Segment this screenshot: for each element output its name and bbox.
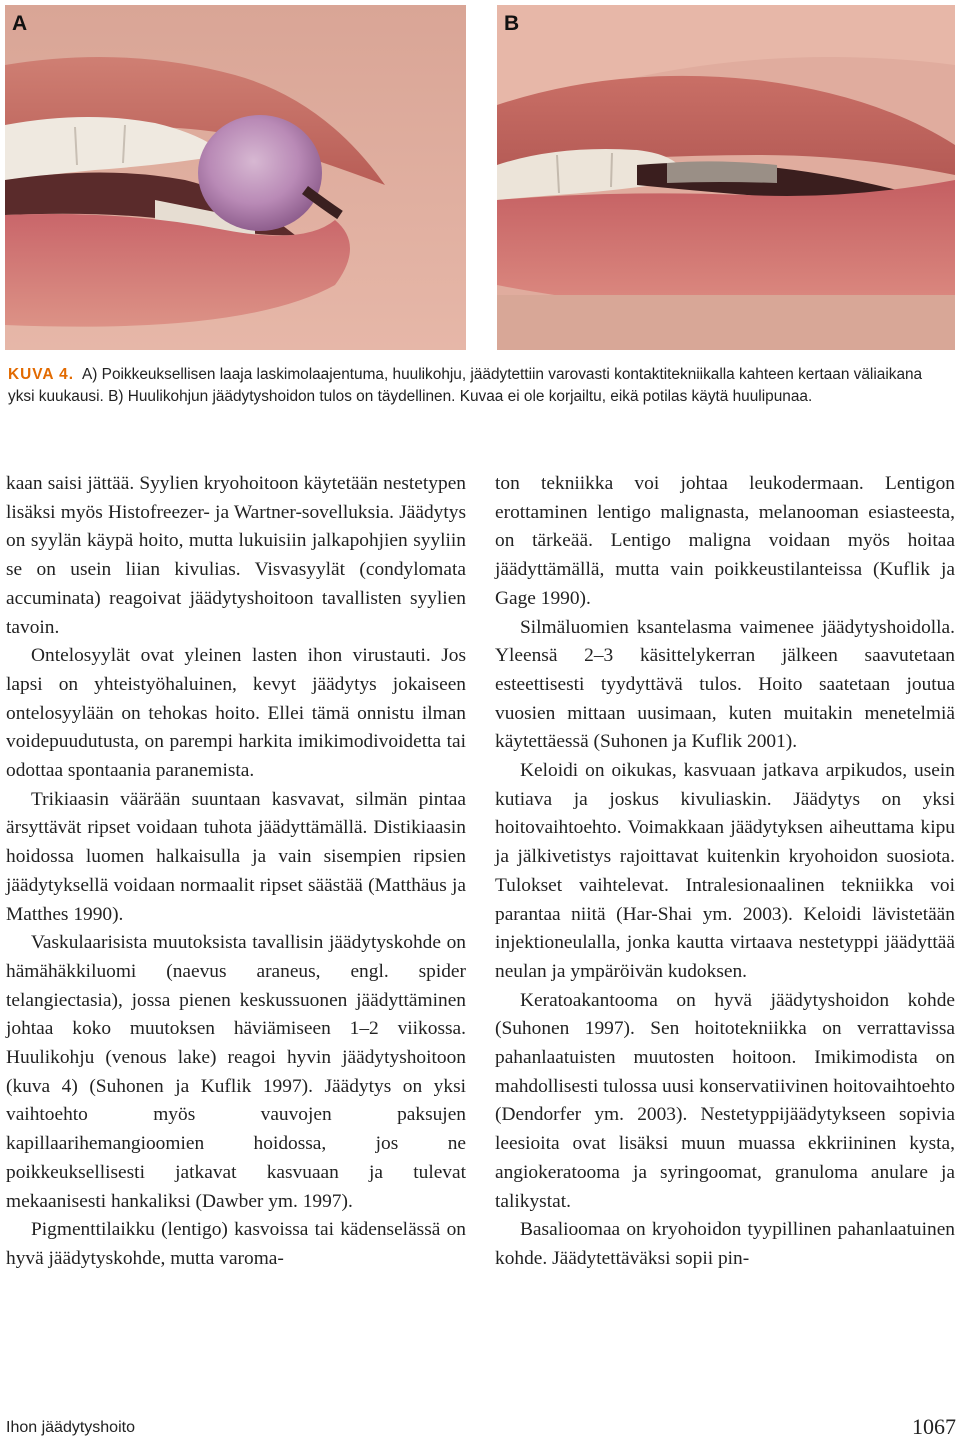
photo-a	[5, 5, 466, 350]
paragraph: Ontelosyylät ovat yleinen lasten ihon virustauti. Jos lapsi on yhteistyöhaluinen, kevyt jäädytys jokaiseen ontelosyylään on tehokas hoito. Ellei tämä onnistu ilman voidepuudutusta, on parempi harkita imikimodivoidetta tai odottaa spontaania paranemista.	[6, 645, 466, 782]
paragraph: Trikiaasin väärään suuntaan kasvavat, silmän pintaa ärsyttävät ripset voidaan tuhota jäädyttämällä. Distikiaasin hoidossa luomen halkaisulla ja vain sisempien ripsien jäädytyksellä voidaan normaalit ripset säästää (Matthäus ja Matthes 1990).	[6, 788, 466, 925]
paragraph: Keloidi on oikukas, kasvuaan jatkava arpikudos, usein kutiava ja joskus kivuliaskin. Jäädytys on yksi hoitovaihtoehto. Voimakkaan jäädytyksen aiheuttama kipu ja jälkivetistys rajoittavat kuitenkin kryohoidon suosiota. Tulokset vaihtelevat. Intralesionaalinen tekniikka voi parantaa niitä (Har-Shai ym. 2003). Keloidi lävistetään injektioneulalla, jonka kautta virtaava nestetyppi jäädyttää neulan ja ympäröivän kudoksen.	[495, 760, 955, 982]
panel-label-b: B	[504, 12, 520, 35]
paragraph: Keratoakantooma on hyvä jäädytyshoidon kohde (Suhonen 1997). Sen hoitotekniikka on verrattavissa pahanlaatuisten muutosten hoitoon. Imikimodista on mahdollisesti tulossa uusi konservatiivinen hoitovaihtoehto (Dendorfer ym. 2003). Nestetyppijäädytykseen sopivia leesioita ovat lisäksi muun muassa ekkriininen kysta, angiokeratooma ja syringoomat, granuloma anulare ja talikystat.	[495, 989, 955, 1212]
panel-label-a: A	[12, 12, 28, 35]
paragraph: kaan saisi jättää. Syylien kryohoitoon käytetään nestetypen lisäksi myös Histofreezer- ja Wartner-sovelluksia. Jäädytys on syylän käypä hoito, mutta lukuisiin jalkapohjien syyliin se on usein liian kivulias. Visvasyylät (condylomata accuminata) reagoivat jäädytyshoitoon tavallisten syylien tavoin.	[6, 473, 466, 638]
paragraph: ton tekniikka voi johtaa leukodermaan. Lentigon erottaminen lentigo malignasta, melanooman esiasteesta, on tärkeää. Lentigo maligna voidaan myös hoitaa jäädyttämällä, mutta vain poikkeustilanteissa (Kuflik ja Gage 1990).	[495, 473, 955, 609]
lip-photo-b-image	[497, 5, 955, 350]
body-column-right	[495, 470, 955, 1274]
paragraph: Basalioomaa on kryohoidon tyypillinen pahanlaatuinen kohde. Jäädytettäväksi sopii pin-	[495, 1219, 955, 1269]
body-column-left	[6, 470, 466, 1274]
page-number: 1067	[912, 1414, 956, 1439]
paragraph: Vaskulaarisista muutoksista tavallisin jäädytyskohde on hämähäkkiluomi (naevus araneus, engl. spider telangiectasia), jossa pienen keskussuonen jäädyttäminen johtaa koko muutoksen häviämiseen 1–2 viikossa. Huulikohju (venous lake) reagoi hyvin jäädytyshoitoon (kuva 4) (Suhonen ja Kuflik 1997). Jäädytys on yksi vaihtoehto myös vauvojen paksujen kapillaarihemangioomien hoidossa, jos ne poikkeuksellisesti jatkavat kasvuaan ja tulevat mekaanisesti hankaliksi (Dawber ym. 1997).	[6, 932, 466, 1212]
paragraph: Silmäluomien ksantelasma vaimenee jäädytyshoidolla. Yleensä 2–3 käsittelykerran jälkeen saavutetaan esteettisesti tyydyttävä tulos. Hoito saatetaan joutua vuosien mittaan uusimaan, kuten muitakin menetelmiä käytettäessä (Suhonen ja Kuflik 2001).	[495, 616, 955, 753]
lip-photo-a-image	[5, 5, 466, 350]
figure-caption	[8, 364, 952, 408]
paragraph: Pigmenttilaikku (lentigo) kasvoissa tai kädenselässä on hyvä jäädytyskohde, mutta varoma-	[6, 1219, 466, 1269]
caption-label: KUVA 4.	[8, 366, 75, 383]
photo-b	[497, 5, 955, 350]
running-title: Ihon jäädytyshoito	[6, 1419, 135, 1436]
caption-text: A) Poikkeuksellisen laaja laskimolaajentuma, huulikohju, jäädytettiin varovasti kontaktitekniikalla kahteen kertaan väliaikana yksi kuukausi. B) Huulikohjun jäädytyshoidon tulos on täydellinen. Kuvaa ei ole korjailtu, eikä potilas käytä huulipunaa.	[8, 366, 923, 405]
